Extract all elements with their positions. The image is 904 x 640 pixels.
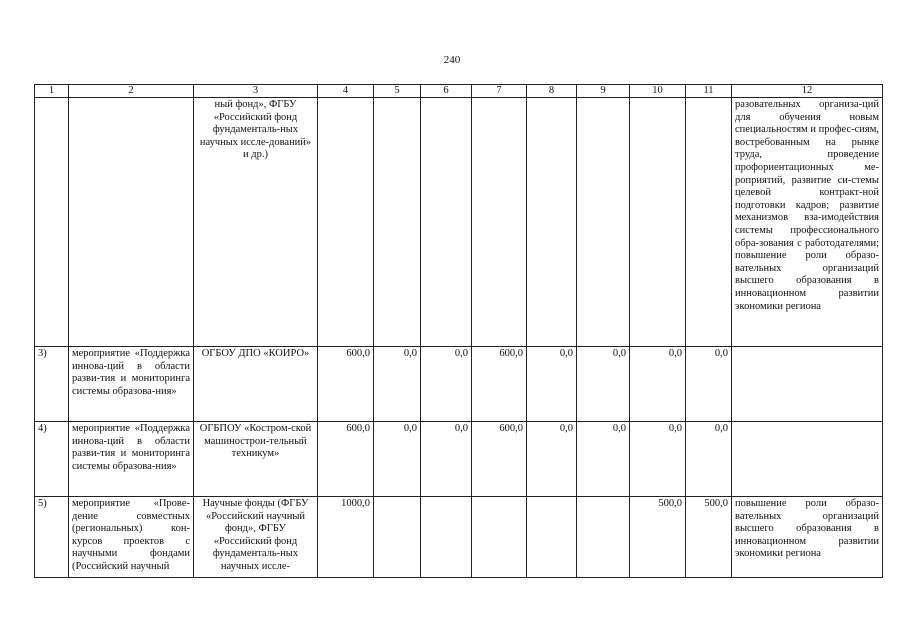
header-cell-5: 5 [374,85,421,98]
expected-result [732,422,883,497]
value-col-7 [472,98,527,347]
executor: ОГБПОУ «Костром-ской машинострои-тельный техникум» [194,422,318,497]
executor: ОГБОУ ДПО «КОИРО» [194,347,318,422]
expected-result: повышение роли образо-вательных организаций высшего образования в инновационном развитии экономики региона [732,497,883,578]
value-col-11: 0,0 [686,347,732,422]
value-col-6: 0,0 [421,347,472,422]
value-col-6: 0,0 [421,422,472,497]
header-row [35,85,883,98]
executor: ный фонд», ФГБУ «Российский фонд фундаменталь-ных научных иссле-дований» и др.) [194,98,318,347]
value-col-10: 0,0 [630,422,686,497]
event-name: мероприятие «Прове-дение совместных (региональных) кон-курсов проектов с научными фондами (Российский научный [69,497,194,578]
value-col-4: 1000,0 [318,497,374,578]
value-col-4 [318,98,374,347]
table-row [35,347,883,422]
row-number: 4) [35,422,69,497]
header-cell-3: 3 [194,85,318,98]
page-number: 240 [443,54,461,66]
value-col-6 [421,98,472,347]
header-cell-1: 1 [35,85,69,98]
table-row [35,497,883,578]
header-cell-6: 6 [421,85,472,98]
value-col-5: 0,0 [374,422,421,497]
row-number [35,98,69,347]
value-col-8: 0,0 [527,347,577,422]
value-col-5 [374,98,421,347]
value-col-9: 0,0 [577,347,630,422]
value-col-6 [421,497,472,578]
value-col-9: 0,0 [577,422,630,497]
table-row [35,98,883,347]
value-col-11: 500,0 [686,497,732,578]
header-cell-8: 8 [527,85,577,98]
expected-result: разовательных организа-ций для обучения новым специальностям и профес-сиям, востребованным на рынке труда, проведение профориентационных ме-роприятий, развитие си-стемы целевой контракт-ной подготовки кадров; развитие механизмов вза-имодействия системы профессионального обра-зования с работодателями; повышение роли образо-вательных организаций высшего образования в инновационном развитии экономики региона [732,98,883,347]
header-cell-2: 2 [69,85,194,98]
value-col-7 [472,497,527,578]
executor: Научные фонды (ФГБУ «Российский научный фонд», ФГБУ «Российский фонд фундаменталь-ных научных иссле- [194,497,318,578]
value-col-11 [686,98,732,347]
expected-result [732,347,883,422]
value-col-7: 600,0 [472,347,527,422]
value-col-9 [577,497,630,578]
event-name [69,98,194,347]
header-cell-7: 7 [472,85,527,98]
table-row [35,422,883,497]
header-cell-4: 4 [318,85,374,98]
value-col-4: 600,0 [318,422,374,497]
header-cell-9: 9 [577,85,630,98]
header-cell-12: 12 [732,85,883,98]
value-col-8 [527,98,577,347]
row-number: 3) [35,347,69,422]
value-col-10 [630,98,686,347]
value-col-8: 0,0 [527,422,577,497]
value-col-9 [577,98,630,347]
value-col-10: 0,0 [630,347,686,422]
value-col-5: 0,0 [374,347,421,422]
value-col-5 [374,497,421,578]
value-col-11: 0,0 [686,422,732,497]
event-name: мероприятие «Поддержка иннова-ций в области разви-тия и мониторинга системы образова-ния» [69,422,194,497]
header-cell-11: 11 [686,85,732,98]
row-number: 5) [35,497,69,578]
value-col-7: 600,0 [472,422,527,497]
header-cell-10: 10 [630,85,686,98]
value-col-10: 500,0 [630,497,686,578]
program-table [34,84,883,578]
value-col-4: 600,0 [318,347,374,422]
value-col-8 [527,497,577,578]
event-name: мероприятие «Поддержка иннова-ций в области разви-тия и мониторинга системы образова-ния» [69,347,194,422]
